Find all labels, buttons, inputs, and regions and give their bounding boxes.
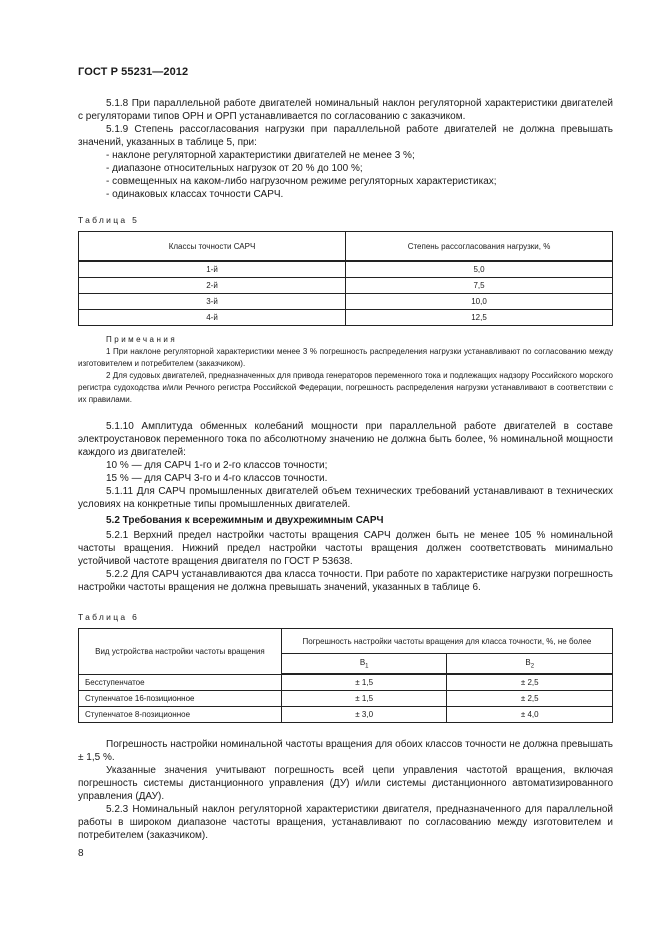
note-2: 2 Для судовых двигателей, предназначенных для привода генераторов переменного тока и подлежащих надзору Российского морского регистра судоходства и/или Речного регистра Российской Федерации, погрешность распределения нагрузки устанавливают в соответствии с их правилами.: [78, 371, 613, 404]
table-cell: Ступенчатое 16-позиционное: [79, 691, 282, 707]
table-header-cell: Вид устройства настройки частоты вращения: [79, 629, 282, 675]
table-row: [79, 294, 613, 310]
table-cell: 3-й: [79, 294, 346, 310]
table-header-row: [79, 629, 613, 654]
list-item: 15 % — для САРЧ 3-го и 4-го классов точности.: [106, 473, 328, 484]
table-6-caption: Таблица 6: [78, 612, 140, 622]
table-header-cell: Классы точности САРЧ: [79, 232, 346, 262]
table-cell: 7,5: [346, 278, 613, 294]
section-block-3: [78, 738, 613, 842]
table-header-cell: $В_1$: [281, 654, 447, 675]
paragraph: Указанные значения учитывают погрешность всей цепи управления частотой вращения, включая погрешность системы дистанционного управления (ДУ) и/или системы дистанционного автоматизированного управления (ДАУ).: [78, 765, 613, 802]
table-cell: 10,0: [346, 294, 613, 310]
table-cell: ± 1,5: [281, 691, 447, 707]
table-row: [79, 674, 613, 691]
table-row: [79, 691, 613, 707]
list-item: - диапазоне относительных нагрузок от 20 % до 100 %;: [106, 163, 363, 174]
table-5-notes: [78, 334, 613, 406]
table-row: [79, 261, 613, 278]
table-cell: Ступенчатое 8-позиционное: [79, 707, 282, 723]
table-header-cell: Погрешность настройки частоты вращения для класса точности, %, не более: [281, 629, 612, 654]
table-cell: ± 1,5: [281, 674, 447, 691]
table-cell: 1-й: [79, 261, 346, 278]
table-cell: Бесступенчатое: [79, 674, 282, 691]
paragraph-5-2-3: 5.2.3 Номинальный наклон регуляторной характеристики двигателя, предназначенного для параллельной работы в широком диапазоне частоты вращения, устанавливают по согласованию между изготовителем и потребителем (заказчиком).: [78, 804, 613, 841]
table-header-cell: Степень рассогласования нагрузки, %: [346, 232, 613, 262]
table-row: [79, 707, 613, 723]
note-1: 1 При наклоне регуляторной характеристики менее 3 % погрешность распределения нагрузки устанавливают по согласованию между изготовителем и потребителем (заказчиком).: [78, 347, 613, 368]
list-item: - одинаковых классах точности САРЧ.: [106, 189, 284, 200]
table-row: [79, 278, 613, 294]
paragraph-5-1-10: 5.1.10 Амплитуда обменных колебаний мощности при параллельной работе двигателей в составе электроустановок переменного тока по абсолютному значению не должна быть более, % номинальной мощности каждого из двигателей:: [78, 421, 613, 458]
table-cell: ± 2,5: [447, 691, 613, 707]
table-header-row: [79, 232, 613, 262]
table-cell: 5,0: [346, 261, 613, 278]
table-cell: ± 2,5: [447, 674, 613, 691]
list-item: - совмещенных на каком-либо нагрузочном режиме регуляторных характеристиках;: [106, 176, 497, 187]
table-cell: ± 4,0: [447, 707, 613, 723]
paragraph-5-1-9: 5.1.9 Степень рассогласования нагрузки при параллельной работе двигателей не должна превышать значений, указанных в таблице 5, при:: [78, 124, 613, 148]
section-block-2: [78, 420, 613, 594]
paragraph-5-1-8: 5.1.8 При параллельной работе двигателей номинальный наклон регуляторной характеристики двигателей с регуляторами типов ОРН и ОРП устанавливается по согласованию с заказчиком.: [78, 98, 613, 122]
table-header-cell: $В_2$: [447, 654, 613, 675]
paragraph-5-1-11: 5.1.11 Для САРЧ промышленных двигателей объем технических требований устанавливают в технических условиях на конкретные типы промышленных двигателей.: [78, 486, 613, 510]
table-6: [78, 628, 613, 723]
document-header: ГОСТ Р 55231—2012: [78, 66, 189, 78]
table-5-caption: Таблица 5: [78, 215, 140, 225]
table-cell: 12,5: [346, 310, 613, 326]
paragraph-5-2-1: 5.2.1 Верхний предел настройки частоты вращения САРЧ должен быть не менее 105 % номинальной частоты вращения. Нижний предел настройки частоты вращения должен соответствовать минимально устойчивой частоте вращения двигателя по ГОСТ Р 53638.: [78, 530, 613, 567]
table-cell: 4-й: [79, 310, 346, 326]
section-heading-5-2: 5.2 Требования к всережимным и двухрежимным САРЧ: [106, 515, 384, 526]
table-cell: ± 3,0: [281, 707, 447, 723]
list-item: - наклоне регуляторной характеристики двигателей не менее 3 %;: [106, 150, 415, 161]
paragraph: Погрешность настройки номинальной частоты вращения для обоих классов точности не должна превышать ± 1,5 %.: [78, 739, 613, 763]
notes-title: Примечания: [106, 335, 178, 344]
paragraph-5-2-2: 5.2.2 Для САРЧ устанавливаются два класса точности. При работе по характеристике нагрузки погрешность настройки частоты вращения не должна превышать значений, указанных в таблице 6.: [78, 569, 613, 593]
table-row: [79, 310, 613, 326]
list-item: 10 % — для САРЧ 1-го и 2-го классов точности;: [106, 460, 328, 471]
page-number: 8: [78, 848, 84, 859]
table-cell: 2-й: [79, 278, 346, 294]
section-block-1: [78, 97, 613, 201]
table-5: [78, 231, 613, 326]
